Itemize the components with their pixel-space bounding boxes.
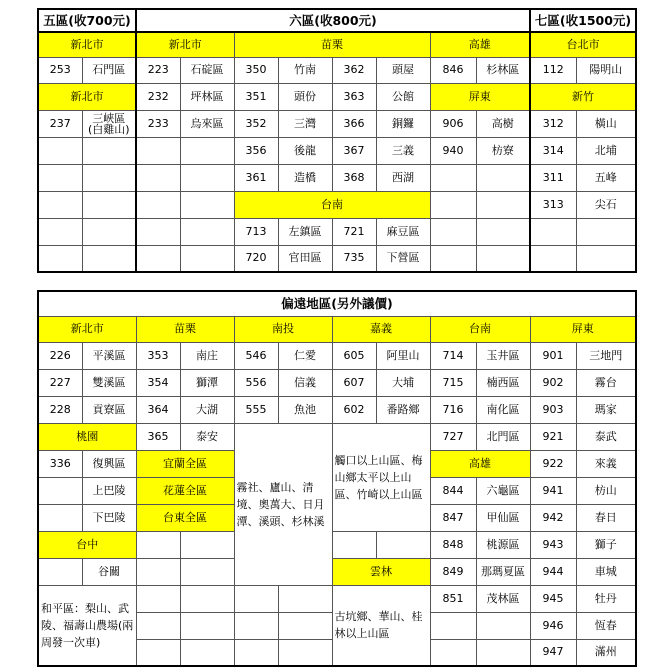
empty-cell bbox=[278, 585, 332, 612]
postal-code: 363 bbox=[332, 83, 376, 110]
yunlin-note: 古坑鄉、華山、桂林以上山區 bbox=[332, 585, 430, 666]
district: 三地門 bbox=[576, 342, 636, 369]
postal-code: 356 bbox=[234, 137, 278, 164]
region-header: 桃園 bbox=[38, 423, 136, 450]
district: 竹南 bbox=[278, 57, 332, 83]
district: 阿里山 bbox=[376, 342, 430, 369]
district: 獅子 bbox=[576, 531, 636, 558]
region-header: 台南 bbox=[430, 316, 530, 342]
district: 枋山 bbox=[576, 477, 636, 504]
postal-code: 903 bbox=[530, 396, 576, 423]
empty-cell bbox=[136, 558, 180, 585]
district: 北門區 bbox=[476, 423, 530, 450]
postal-code: 943 bbox=[530, 531, 576, 558]
postal-code: 720 bbox=[234, 245, 278, 272]
district: 六龜區 bbox=[476, 477, 530, 504]
district: 陽明山 bbox=[576, 57, 636, 83]
district: 麻豆區 bbox=[376, 218, 430, 245]
postal-code: 555 bbox=[234, 396, 278, 423]
empty-cell bbox=[430, 164, 476, 191]
postal-code: 226 bbox=[38, 342, 82, 369]
district: 枋寮 bbox=[476, 137, 530, 164]
remote-area-title: 偏遠地區(另外議價) bbox=[38, 291, 636, 316]
region-header: 屏東 bbox=[430, 83, 530, 110]
district: 西湖 bbox=[376, 164, 430, 191]
region-header: 台東全區 bbox=[136, 504, 234, 531]
postal-code: 735 bbox=[332, 245, 376, 272]
postal-code: 366 bbox=[332, 110, 376, 137]
postal-code: 223 bbox=[136, 57, 180, 83]
empty-cell bbox=[180, 137, 234, 164]
empty-cell bbox=[136, 164, 180, 191]
postal-code: 849 bbox=[430, 558, 476, 585]
postal-code: 921 bbox=[530, 423, 576, 450]
postal-code: 851 bbox=[430, 585, 476, 612]
empty-cell bbox=[430, 191, 476, 218]
postal-code: 847 bbox=[430, 504, 476, 531]
postal-code: 922 bbox=[530, 450, 576, 477]
postal-code: 365 bbox=[136, 423, 180, 450]
postal-code: 312 bbox=[530, 110, 576, 137]
district: 尖石 bbox=[576, 191, 636, 218]
empty-cell bbox=[180, 245, 234, 272]
postal-code: 715 bbox=[430, 369, 476, 396]
region-header: 高雄 bbox=[430, 32, 530, 57]
empty-cell bbox=[376, 531, 430, 558]
empty-cell bbox=[278, 639, 332, 666]
empty-cell bbox=[82, 164, 136, 191]
postal-code: 112 bbox=[530, 57, 576, 83]
empty-cell bbox=[82, 191, 136, 218]
postal-code: 546 bbox=[234, 342, 278, 369]
empty-cell bbox=[180, 531, 234, 558]
region-header: 新北市 bbox=[38, 316, 136, 342]
postal-code: 556 bbox=[234, 369, 278, 396]
empty-cell bbox=[136, 245, 180, 272]
district: 番路鄉 bbox=[376, 396, 430, 423]
postal-code: 906 bbox=[430, 110, 476, 137]
district: 甲仙區 bbox=[476, 504, 530, 531]
empty-cell bbox=[332, 531, 376, 558]
district: 上巴陵 bbox=[82, 477, 136, 504]
district: 橫山 bbox=[576, 110, 636, 137]
district: 泰安 bbox=[180, 423, 234, 450]
district: 銅鑼 bbox=[376, 110, 430, 137]
empty-cell bbox=[234, 612, 278, 639]
empty-cell bbox=[180, 191, 234, 218]
district: 春日 bbox=[576, 504, 636, 531]
zone7-header: 七區(收1500元) bbox=[530, 9, 636, 32]
empty-cell bbox=[38, 164, 82, 191]
district: 南化區 bbox=[476, 396, 530, 423]
empty-cell bbox=[38, 558, 82, 585]
district: 造橋 bbox=[278, 164, 332, 191]
district: 霧台 bbox=[576, 369, 636, 396]
empty-cell bbox=[180, 639, 234, 666]
postal-code: 361 bbox=[234, 164, 278, 191]
postal-code: 727 bbox=[430, 423, 476, 450]
postal-code: 352 bbox=[234, 110, 278, 137]
postal-code: 902 bbox=[530, 369, 576, 396]
district: 坪林區 bbox=[180, 83, 234, 110]
region-header: 台中 bbox=[38, 531, 136, 558]
district: 雙溪區 bbox=[82, 369, 136, 396]
region-header: 高雄 bbox=[430, 450, 530, 477]
district: 楠西區 bbox=[476, 369, 530, 396]
region-header: 台南 bbox=[234, 191, 430, 218]
district: 北埔 bbox=[576, 137, 636, 164]
district: 頭份 bbox=[278, 83, 332, 110]
postal-code: 351 bbox=[234, 83, 278, 110]
empty-cell bbox=[476, 191, 530, 218]
postal-code: 946 bbox=[530, 612, 576, 639]
postal-code: 228 bbox=[38, 396, 82, 423]
district: 魚池 bbox=[278, 396, 332, 423]
district: 恆春 bbox=[576, 612, 636, 639]
taichung-note: 和平區：梨山、武陵、福壽山農場(兩周發一次車) bbox=[38, 585, 136, 666]
empty-cell bbox=[234, 585, 278, 612]
district: 南庄 bbox=[180, 342, 234, 369]
region-header: 新北市 bbox=[38, 83, 136, 110]
postal-code: 942 bbox=[530, 504, 576, 531]
district: 三灣 bbox=[278, 110, 332, 137]
district: 谷關 bbox=[82, 558, 136, 585]
district: 瑪家 bbox=[576, 396, 636, 423]
district: 大埔 bbox=[376, 369, 430, 396]
district: 大湖 bbox=[180, 396, 234, 423]
postal-code: 313 bbox=[530, 191, 576, 218]
empty-cell bbox=[180, 585, 234, 612]
postal-code: 844 bbox=[430, 477, 476, 504]
empty-cell bbox=[38, 137, 82, 164]
postal-code: 354 bbox=[136, 369, 180, 396]
region-header: 新北市 bbox=[136, 32, 234, 57]
postal-code: 353 bbox=[136, 342, 180, 369]
postal-code: 941 bbox=[530, 477, 576, 504]
postal-code: 367 bbox=[332, 137, 376, 164]
district: 公館 bbox=[376, 83, 430, 110]
district bbox=[82, 110, 136, 137]
district: 桃源區 bbox=[476, 531, 530, 558]
district-line: 三峽區 bbox=[92, 111, 126, 125]
empty-cell bbox=[38, 191, 82, 218]
postal-code: 714 bbox=[430, 342, 476, 369]
postal-code: 364 bbox=[136, 396, 180, 423]
empty-cell bbox=[136, 585, 180, 612]
empty-cell bbox=[180, 218, 234, 245]
region-header: 屏東 bbox=[530, 316, 636, 342]
empty-cell bbox=[430, 612, 476, 639]
postal-code: 362 bbox=[332, 57, 376, 83]
postal-code: 945 bbox=[530, 585, 576, 612]
district: 復興區 bbox=[82, 450, 136, 477]
zone5-header: 五區(收700元) bbox=[38, 9, 136, 32]
chiayi-note: 觸口以上山區、梅山鄉太平以上山區、竹崎以上山區 bbox=[332, 423, 430, 531]
empty-cell bbox=[278, 612, 332, 639]
empty-cell bbox=[576, 218, 636, 245]
district: 烏來區 bbox=[180, 110, 234, 137]
empty-cell bbox=[430, 245, 476, 272]
district: 來義 bbox=[576, 450, 636, 477]
empty-cell bbox=[82, 137, 136, 164]
district: 官田區 bbox=[278, 245, 332, 272]
region-header: 新北市 bbox=[38, 32, 136, 57]
district: 泰武 bbox=[576, 423, 636, 450]
district: 玉井區 bbox=[476, 342, 530, 369]
district: 五峰 bbox=[576, 164, 636, 191]
postal-code: 607 bbox=[332, 369, 376, 396]
postal-code: 237 bbox=[38, 110, 82, 137]
postal-code: 350 bbox=[234, 57, 278, 83]
postal-code: 605 bbox=[332, 342, 376, 369]
postal-code: 232 bbox=[136, 83, 180, 110]
region-header: 宜蘭全區 bbox=[136, 450, 234, 477]
empty-cell bbox=[38, 477, 82, 504]
postal-code: 940 bbox=[430, 137, 476, 164]
postal-code: 944 bbox=[530, 558, 576, 585]
postal-code: 233 bbox=[136, 110, 180, 137]
postal-code: 602 bbox=[332, 396, 376, 423]
region-header: 嘉義 bbox=[332, 316, 430, 342]
postal-code: 947 bbox=[530, 639, 576, 666]
postal-code: 901 bbox=[530, 342, 576, 369]
postal-code: 721 bbox=[332, 218, 376, 245]
district: 下營區 bbox=[376, 245, 430, 272]
empty-cell bbox=[180, 612, 234, 639]
remote-area-table bbox=[37, 290, 637, 667]
region-header: 苗栗 bbox=[136, 316, 234, 342]
empty-cell bbox=[530, 218, 576, 245]
empty-cell bbox=[476, 245, 530, 272]
postal-code: 716 bbox=[430, 396, 476, 423]
district: 獅潭 bbox=[180, 369, 234, 396]
empty-cell bbox=[476, 218, 530, 245]
empty-cell bbox=[430, 639, 476, 666]
empty-cell bbox=[476, 639, 530, 666]
empty-cell bbox=[136, 218, 180, 245]
empty-cell bbox=[136, 639, 180, 666]
district: 高樹 bbox=[476, 110, 530, 137]
postal-code: 368 bbox=[332, 164, 376, 191]
empty-cell bbox=[136, 191, 180, 218]
empty-cell bbox=[38, 504, 82, 531]
district: 仁愛 bbox=[278, 342, 332, 369]
empty-cell bbox=[136, 612, 180, 639]
empty-cell bbox=[180, 558, 234, 585]
empty-cell bbox=[530, 245, 576, 272]
district: 貢寮區 bbox=[82, 396, 136, 423]
nantou-note: 霧社、廬山、清境、奧萬大、日月潭、溪頭、杉林溪 bbox=[234, 423, 332, 585]
region-header: 台北市 bbox=[530, 32, 636, 57]
region-header: 雲林 bbox=[332, 558, 430, 585]
district: 頭屋 bbox=[376, 57, 430, 83]
postal-code: 253 bbox=[38, 57, 82, 83]
postal-code: 713 bbox=[234, 218, 278, 245]
district: 那瑪夏區 bbox=[476, 558, 530, 585]
district-line: (白雞山) bbox=[87, 122, 130, 136]
postal-code: 848 bbox=[430, 531, 476, 558]
empty-cell bbox=[82, 245, 136, 272]
district: 石碇區 bbox=[180, 57, 234, 83]
district: 信義 bbox=[278, 369, 332, 396]
postal-code: 227 bbox=[38, 369, 82, 396]
empty-cell bbox=[234, 639, 278, 666]
district: 三義 bbox=[376, 137, 430, 164]
zone6-header: 六區(收800元) bbox=[136, 9, 530, 32]
district: 左鎮區 bbox=[278, 218, 332, 245]
postal-code: 311 bbox=[530, 164, 576, 191]
region-header: 花蓮全區 bbox=[136, 477, 234, 504]
postal-code: 314 bbox=[530, 137, 576, 164]
district: 石門區 bbox=[82, 57, 136, 83]
district: 車城 bbox=[576, 558, 636, 585]
region-header: 苗栗 bbox=[234, 32, 430, 57]
district: 杉林區 bbox=[476, 57, 530, 83]
empty-cell bbox=[476, 612, 530, 639]
zone-rate-table bbox=[37, 8, 637, 273]
empty-cell bbox=[136, 531, 180, 558]
district: 下巴陵 bbox=[82, 504, 136, 531]
empty-cell bbox=[136, 137, 180, 164]
region-header: 新竹 bbox=[530, 83, 636, 110]
region-header: 南投 bbox=[234, 316, 332, 342]
postal-code: 846 bbox=[430, 57, 476, 83]
empty-cell bbox=[38, 218, 82, 245]
empty-cell bbox=[476, 164, 530, 191]
district: 茂林區 bbox=[476, 585, 530, 612]
empty-cell bbox=[576, 245, 636, 272]
empty-cell bbox=[82, 218, 136, 245]
district: 牡丹 bbox=[576, 585, 636, 612]
empty-cell bbox=[430, 218, 476, 245]
district: 後龍 bbox=[278, 137, 332, 164]
postal-code: 336 bbox=[38, 450, 82, 477]
district: 滿州 bbox=[576, 639, 636, 666]
empty-cell bbox=[180, 164, 234, 191]
district: 平溪區 bbox=[82, 342, 136, 369]
empty-cell bbox=[38, 245, 82, 272]
